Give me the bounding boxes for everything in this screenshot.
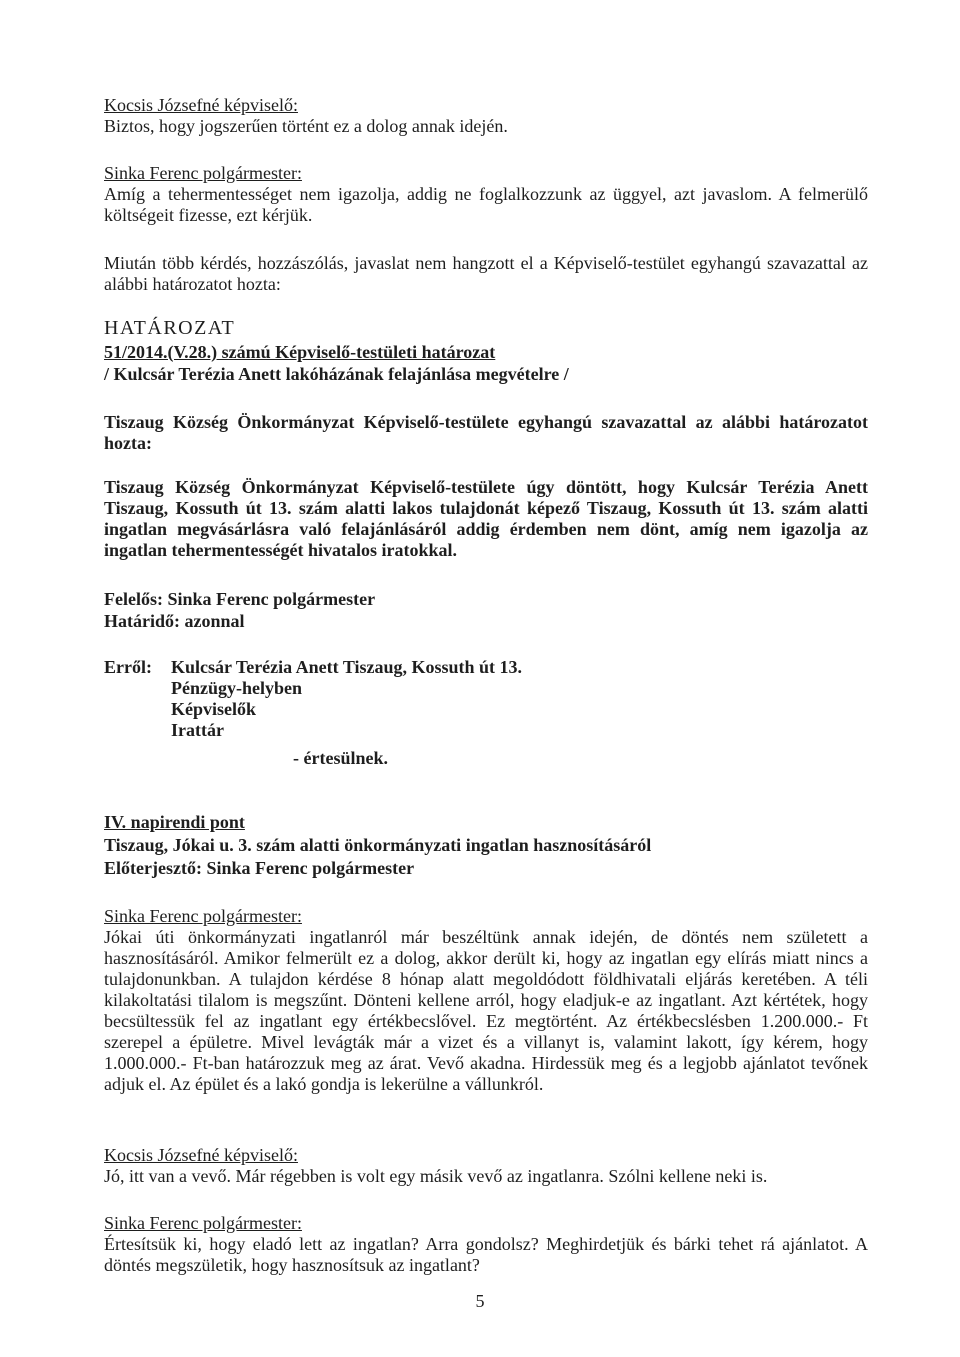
notify-label: Erről: xyxy=(104,657,152,677)
speech-text: Értesítsük ki, hogy eladó lett az ingatlan? Arra gondolsz? Meghirdetjük és bárki tehet rá ajánlatot. A döntés megszületik, hogy hasznosítsuk az ingatlant? xyxy=(104,1234,868,1275)
resolution-intro-text: Miután több kérdés, hozzászólás, javaslat nem hangzott el a Képviselő-testület egyhangú szavazattal az alábbi határozatot hozta: xyxy=(104,253,868,294)
resolution-decision-intro: Tiszaug Község Önkormányzat Képviselő-testülete egyhangú szavazattal az alábbi határozatot hozta: xyxy=(104,412,868,453)
speaker-block-sinka-1 xyxy=(104,163,868,226)
speech-text: Amíg a tehermentességet nem igazolja, addig ne foglalkozzunk az üggyel, azt javaslom. A felmerülő költségeit fizesse, ezt kérjük. xyxy=(104,184,868,225)
speech-text: Jókai úti önkormányzati ingatlanról már beszéltünk annak idején, de döntés nem született a hasznosításáról. Amikor felmerült ez a dolog, akkor derült ki, hogy az ingatlan egy elírás miatt nincs a tulajdonunkban. A tulajdon kérdése 8 hónap alatt megoldódott földhivatali eljárás keretében. A téli kilakoltatási tilalom is megszűnt. Dönteni kellene arról, hogy eladjuk-e az ingatlant. Azt kértétek, hogy becsültessük fel az ingatlant egy értékbecslővel. Ez megtörtént. Az értékbecslésben 1.200.000.- Ft szerepel a épületre. Mivel levágták már a vizet és a villanyt is, valamint lakott, így kérem, hogy 1.000.000.- Ft-ban határozzuk meg az árat. Vevő akadna. Hirdessük meg és a legjobb ajánlatot tevőnek adjuk el. Az épület és a lakó gondja is lekerülne a vállunkról. xyxy=(104,927,868,1094)
speaker-name: Kocsis Józsefné képviselő: xyxy=(104,95,298,115)
resolution-deadline: Határidő: azonnal xyxy=(104,611,245,631)
speaker-name: Sinka Ferenc polgármester: xyxy=(104,163,302,183)
agenda-presenter: Előterjesztő: Sinka Ferenc polgármester xyxy=(104,858,415,878)
notify-recipient: Irattár xyxy=(171,720,224,740)
speech-text: Biztos, hogy jogszerűen történt ez a dolog annak idején. xyxy=(104,116,508,136)
resolution-heading: HATÁROZAT xyxy=(104,317,236,339)
speaker-name: Sinka Ferenc polgármester: xyxy=(104,906,302,926)
speaker-block-kocsis-1 xyxy=(104,95,868,137)
agenda-title: Tiszaug, Jókai u. 3. szám alatti önkormányzati ingatlan hasznosításáról xyxy=(104,835,652,855)
speaker-name: Sinka Ferenc polgármester: xyxy=(104,1213,302,1233)
notification-list xyxy=(104,657,868,741)
speech-text: Jó, itt van a vevő. Már régebben is volt egy másik vevő az ingatlanra. Szólni kellene neki is. xyxy=(104,1166,768,1186)
resolution-number: 51/2014.(V.28.) számú Képviselő-testületi határozat xyxy=(104,342,496,362)
resolution-decision-text: Tiszaug Község Önkormányzat Képviselő-testülete úgy döntött, hogy Kulcsár Terézia Anett Tiszaug, Kossuth út 13. szám alatti lakos tulajdonát képező Tiszaug, Kossuth út 13. szám alatti ingatlan megvásárlásra való felajánlásáról addig érdemben nem dönt, amíg nem igazolja az ingatlan tehermentességét hivatalos iratokkal. xyxy=(104,477,868,560)
notify-recipient: Pénzügy-helyben xyxy=(171,678,303,698)
notify-suffix: - értesülnek. xyxy=(293,748,388,768)
speaker-name: Kocsis Józsefné képviselő: xyxy=(104,1145,298,1165)
page-number: 5 xyxy=(475,1291,485,1311)
resolution-subject: / Kulcsár Terézia Anett lakóházának felajánlása megvételre / xyxy=(104,364,569,384)
notify-recipient: Kulcsár Terézia Anett Tiszaug, Kossuth út 13. xyxy=(171,657,523,677)
agenda-label: IV. napirendi pont xyxy=(104,812,245,832)
notify-recipient: Képviselők xyxy=(171,699,257,719)
speaker-block-sinka-2 xyxy=(104,906,868,1095)
resolution-responsible: Felelős: Sinka Ferenc polgármester xyxy=(104,589,376,609)
speaker-block-sinka-3 xyxy=(104,1213,868,1276)
speaker-block-kocsis-2 xyxy=(104,1145,868,1187)
